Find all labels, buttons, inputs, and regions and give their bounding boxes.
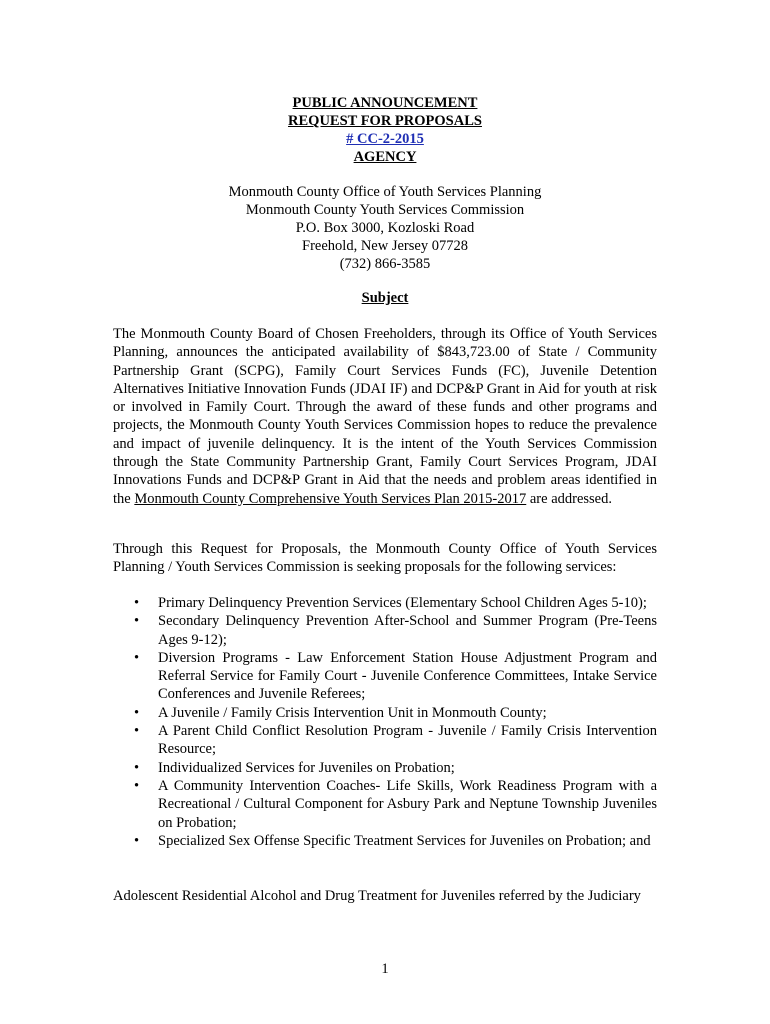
address-line-city: Freehold, New Jersey 07728 [302,238,468,254]
list-item: • A Parent Child Conflict Resolution Program - Juvenile / Family Crisis Intervention Resource; [134,723,657,758]
title-agency: AGENCY [353,149,417,165]
title-request-for-proposals: REQUEST FOR PROPOSALS [288,113,482,129]
intro-paragraph-text: The Monmouth County Board of Chosen Freeholders, through its Office of Youth Services Planning, announces the anticipated availability of $843,723.00 of State / Community Partnership Grant (SCPG), Family Court Services Funds (FC), Juvenile Detention Alternatives Initiative Innovation Funds (JDAI IF) and DCP&P Grant in Aid for youth at risk or involved in Family Court. Through the award of these funds and other programs and projects, the Monmouth County Youth Services Commission hopes to reduce the prevalence and impact of juvenile delinquency. It is the intent of the Youth Services Commission through the State Community Partnership Grant, Family Court Services Program, JDAI Innovations Funds and DCP&P Grant in Aid that the needs and problem areas identified in the [113,326,657,507]
bullet-icon: • [134,649,140,666]
bullet-icon: • [134,595,140,611]
address-line-phone: (732) 866-3585 [339,256,431,272]
page-number: 1 [381,961,389,977]
rfp-number: # CC-2-2015 [346,131,424,147]
bullet-icon: • [134,704,140,721]
address-line-commission: Monmouth County Youth Services Commission [245,202,525,218]
list-item: • A Community Intervention Coaches- Life Skills, Work Readiness Program with a Recreational / Cultural Component for Asbury Park and Neptune Township Juveniles on Probation; [134,777,657,831]
bullet-icon: • [134,777,140,794]
list-item: • Diversion Programs - Law Enforcement Station House Adjustment Program and Referral Service for Family Court - Juvenile Conference Committees, Intake Service Conferences and Juvenile Referees; [134,649,657,703]
list-item: • Individualized Services for Juveniles on Probation; [134,759,455,776]
subject-heading: Subject [361,290,409,306]
youth-services-plan-title: Monmouth County Comprehensive Youth Services Plan 2015-2017 [134,490,527,507]
address-line-po-box: P.O. Box 3000, Kozloski Road [295,220,475,236]
list-item: • Secondary Delinquency Prevention After-School and Summer Program (Pre-Teens Ages 9-12); [134,613,657,648]
list-item: • Primary Delinquency Prevention Services (Elementary School Children Ages 5-10); [134,595,647,611]
last-service-item: Adolescent Residential Alcohol and Drug Treatment for Juveniles referred by the Judiciary [113,888,641,904]
list-item: • Specialized Sex Offense Specific Treatment Services for Juveniles on Probation; and [134,832,651,849]
services-intro-paragraph: Through this Request for Proposals, the Monmouth County Office of Youth Services Planning / Youth Services Commission is seeking proposals for the following services: [113,541,657,576]
services-list [113,594,657,850]
bullet-icon: • [134,613,140,630]
list-item: • A Juvenile / Family Crisis Intervention Unit in Monmouth County; [134,704,547,721]
intro-paragraph-end: are addressed. [529,490,612,507]
title-public-announcement: PUBLIC ANNOUNCEMENT [292,95,478,111]
bullet-icon: • [134,723,140,740]
bullet-icon: • [134,832,140,849]
bullet-icon: • [134,759,140,776]
intro-paragraph [113,325,657,508]
address-line-office: Monmouth County Office of Youth Services Planning [228,184,542,200]
